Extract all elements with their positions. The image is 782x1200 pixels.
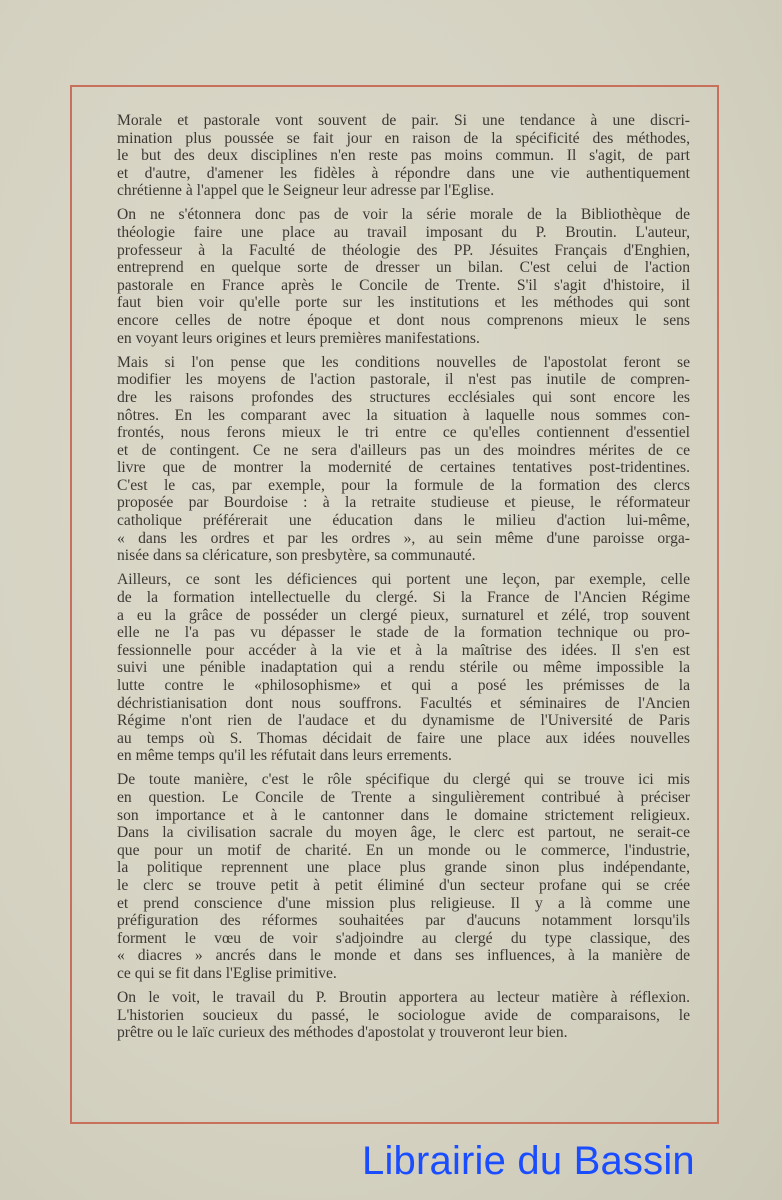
text-line: prêtre ou le laïc curieux des méthodes d'apostolat y trouveront leur bien. — [117, 1024, 568, 1042]
text-line: la politique reprennent une place plus grande sinon plus indépendante, — [117, 859, 690, 877]
paragraph — [117, 571, 690, 765]
text-line: son importance et à le cantonner dans le domaine strictement religieux. — [117, 806, 690, 824]
back-cover-text — [117, 112, 690, 1048]
text-line: On le voit, le travail du P. Broutin apportera au lecteur matière à réflexion. — [117, 989, 690, 1006]
paragraph — [117, 989, 690, 1042]
text-line: mination plus poussée se fait jour en raison de la spécificité des méthodes, — [117, 129, 690, 147]
text-line: Mais si l'on pense que les conditions nouvelles de l'apostolat feront se — [117, 353, 690, 371]
paragraph — [117, 112, 690, 200]
text-line: Ailleurs, ce sont les déficiences qui portent une leçon, par exemple, celle — [117, 571, 690, 589]
text-line: pastorale en France après le Concile de Trente. S'il s'agit d'histoire, il — [117, 276, 690, 294]
text-line: Dans la civilisation sacrale du moyen âge, le clerc est partout, ne serait-ce — [117, 824, 690, 842]
text-line: ce qui se fit dans l'Eglise primitive. — [117, 964, 337, 982]
text-line: théologie faire une place au travail imposant du P. Broutin. L'auteur, — [117, 224, 690, 242]
text-line: déchristianisation dont nous souffrons. Facultés et séminaires de l'Ancien — [117, 694, 690, 712]
text-line: catholique préférerait une éducation dans le milieu d'action lui-même, — [117, 512, 690, 530]
text-line: entreprend en quelque sorte de dresser un bilan. C'est celui de l'action — [117, 259, 690, 277]
paragraph — [117, 354, 690, 565]
text-line: proposée par Bourdoise : à la retraite studieuse et pieuse, le réformateur — [117, 494, 690, 512]
text-line: lutte contre le «philosophisme» et qui a posé les prémisses de la — [117, 676, 690, 694]
text-line: nisée dans sa cléricature, son presbytère, sa communauté. — [117, 547, 476, 565]
paragraph — [117, 206, 690, 347]
text-line: fessionnelle pour accéder à la vie et à la maîtrise des idées. Il s'en est — [117, 641, 690, 659]
text-line: nôtres. En les comparant avec la situation à laquelle nous sommes con- — [117, 406, 690, 424]
text-line: au temps où S. Thomas décidait de faire une place aux idées nouvelles — [117, 729, 690, 747]
text-line: suivi une pénible inadaptation qui a rendu stérile ou même impossible la — [117, 659, 690, 677]
text-line: a eu la grâce de posséder un clergé pieux, surnaturel et zélé, trop souvent — [117, 606, 690, 624]
text-line: le but des deux disciplines n'en reste pas moins commun. Il s'agit, de part — [117, 147, 690, 165]
text-line: que pour un motif de charité. En un monde ou le commerce, l'industrie, — [117, 841, 690, 859]
text-line: forment le vœu de voir s'adjoindre au clergé du type classique, des — [117, 929, 690, 947]
text-line: encore celles de notre époque et dont nous comprenons mieux le sens — [117, 312, 690, 330]
text-line: L'historien soucieux du passé, le sociologue avide de comparaisons, le — [117, 1006, 690, 1024]
text-line: en voyant leurs origines et leurs premières manifestations. — [117, 329, 480, 347]
text-line: professeur à la Faculté de théologie des PP. Jésuites Français d'Enghien, — [117, 241, 690, 259]
text-line: faut bien voir qu'elle porte sur les institutions et les méthodes qui sont — [117, 294, 690, 312]
text-line: « dans les ordres et par les ordres », au sein même d'une paroisse orga- — [117, 529, 690, 547]
text-line: Régime n'ont rien de l'audace et du dynamisme de l'Université de Paris — [117, 712, 690, 730]
paragraph — [117, 771, 690, 982]
text-line: et de contingent. Ce ne sera d'ailleurs pas un des moindres mérites de ce — [117, 441, 690, 459]
text-line: en question. Le Concile de Trente a singulièrement contribué à préciser — [117, 788, 690, 806]
text-line: en même temps qu'il les réfutait dans leurs errements. — [117, 747, 452, 765]
text-line: On ne s'étonnera donc pas de voir la série morale de la Bibliothèque de — [117, 206, 690, 224]
text-line: le clerc se trouve petit à petit éliminé d'un secteur profane qui se crée — [117, 876, 690, 894]
text-line: modifier les moyens de l'action pastorale, il n'est pas inutile de compren- — [117, 371, 690, 389]
text-line: frontés, nous ferons mieux le tri entre ce qu'elles contiennent d'essentiel — [117, 424, 690, 442]
text-line: Morale et pastorale vont souvent de pair. Si une tendance à une discri- — [117, 112, 690, 129]
text-line: C'est le cas, par exemple, pour la formule de la formation des clercs — [117, 476, 690, 494]
text-line: chrétienne à l'appel que le Seigneur leur adresse par l'Eglise. — [117, 182, 495, 200]
text-line: préfiguration des réformes souhaitées par d'aucuns notamment lorsqu'ils — [117, 912, 690, 930]
text-line: et d'autre, d'amener les fidèles à répondre dans une vie authentiquement — [117, 164, 690, 182]
text-line: dre les raisons profondes des structures ecclésiales qui sont encore les — [117, 388, 690, 406]
text-line: livre que de montrer la modernité de certaines tentatives post-tridentines. — [117, 459, 690, 477]
text-line: de la formation intellectuelle du clergé. Si la France de l'Ancien Régime — [117, 588, 690, 606]
text-line: « diacres » ancrés dans le monde et dans ses influences, à la manière de — [117, 947, 690, 965]
text-line: De toute manière, c'est le rôle spécifique du clergé qui se trouve ici mis — [117, 771, 690, 789]
watermark: Librairie du Bassin — [362, 1139, 695, 1183]
text-line: et prend conscience d'une mission plus religieuse. Il y a là comme une — [117, 894, 690, 912]
text-line: elle ne l'a pas vu dépasser le stade de la formation technique ou pro- — [117, 624, 690, 642]
